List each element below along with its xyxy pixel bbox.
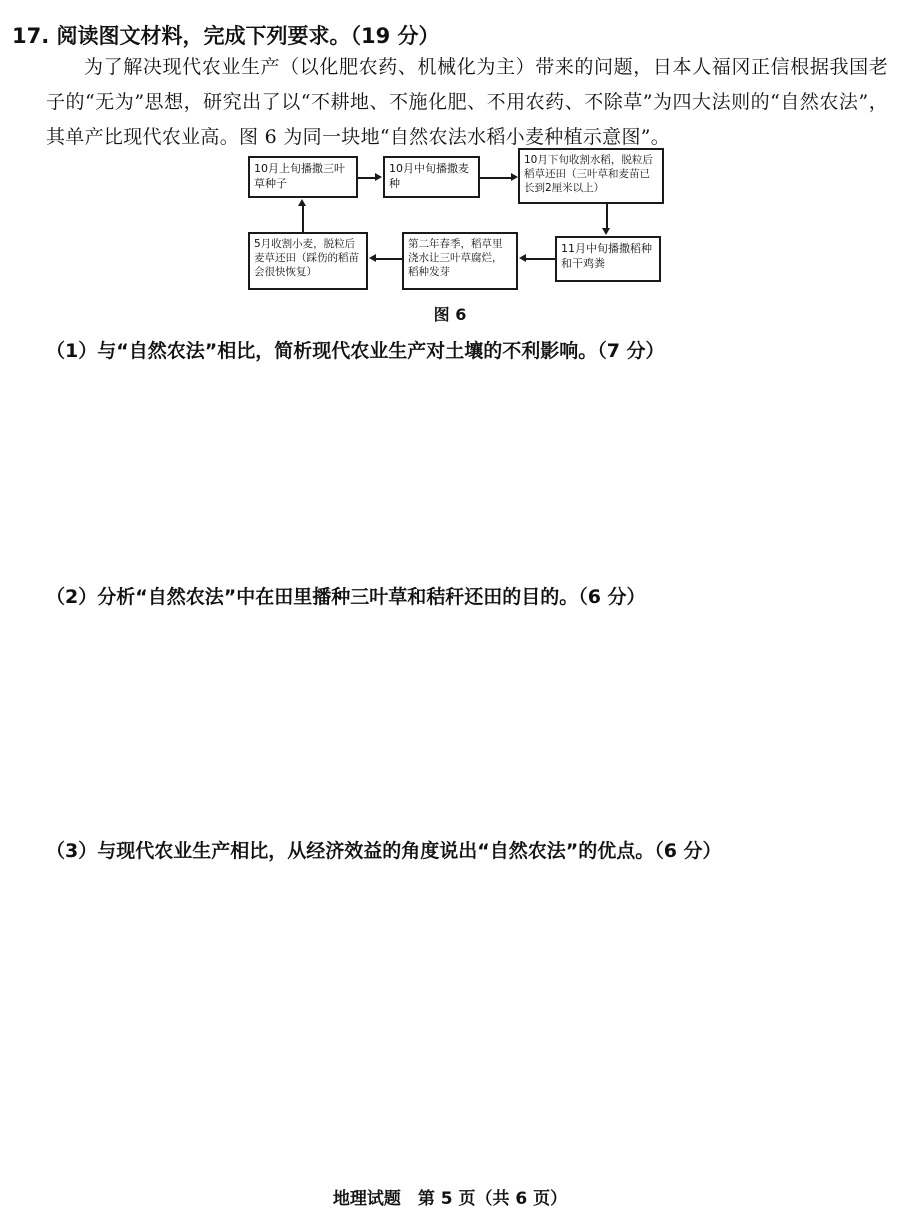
- page-footer: 地理试题 第 5 页（共 6 页）: [332, 1189, 568, 1209]
- sub-question-3: （3）与现代农业生产相比，从经济效益的角度说出“自然农法”的优点。（6 分）: [46, 840, 722, 862]
- flow-step-clover-sowing: 10月上旬播撒三叶草种子: [248, 156, 358, 198]
- flow-arrow: [302, 206, 304, 232]
- flow-step-rice-sowing: 11月中旬播撒稻种和干鸡粪: [555, 236, 661, 282]
- flow-step-wheat-sowing: 10月中旬播撒麦种: [383, 156, 480, 198]
- flow-arrow-head: [602, 228, 610, 235]
- flow-step-spring-watering: 第二年春季，稻草里浇水让三叶草腐烂，稻种发芽: [402, 232, 518, 290]
- planting-flow-diagram: [230, 146, 670, 296]
- flow-arrow-head: [298, 199, 306, 206]
- flow-arrow-head: [375, 173, 382, 181]
- flow-step-rice-harvest: 10月下旬收割水稻，脱粒后稻草还田（三叶草和麦苗已长到2厘米以上）: [518, 148, 664, 204]
- flow-arrow-head: [511, 173, 518, 181]
- flow-arrow: [358, 177, 376, 179]
- material-passage: 为了解决现代农业生产（以化肥农药、机械化为主）带来的问题，日本人福冈正信根据我国老子的“无为”思想，研究出了以“不耕地、不施化肥、不用农药、不除草”为四大法则的“自然农法”，其单产比现代农业高。图 6 为同一块地“自然农法水稻小麦种植示意图”。: [46, 56, 888, 148]
- sub-question-2: （2）分析“自然农法”中在田里播种三叶草和秸秆还田的目的。（6 分）: [46, 586, 646, 608]
- flow-step-wheat-harvest: 5月收割小麦，脱粒后麦草还田（踩伤的稻苗会很快恢复）: [248, 232, 368, 290]
- flow-arrow: [376, 258, 402, 260]
- flow-arrow: [480, 177, 511, 179]
- flow-arrow: [526, 258, 555, 260]
- figure-caption: 图 6: [433, 305, 467, 324]
- flow-arrow-head: [369, 254, 376, 262]
- flow-arrow-head: [519, 254, 526, 262]
- question-heading: 17. 阅读图文材料，完成下列要求。（19 分）: [12, 24, 440, 48]
- flow-arrow: [606, 204, 608, 229]
- sub-question-1: （1）与“自然农法”相比，简析现代农业生产对土壤的不利影响。（7 分）: [46, 340, 665, 362]
